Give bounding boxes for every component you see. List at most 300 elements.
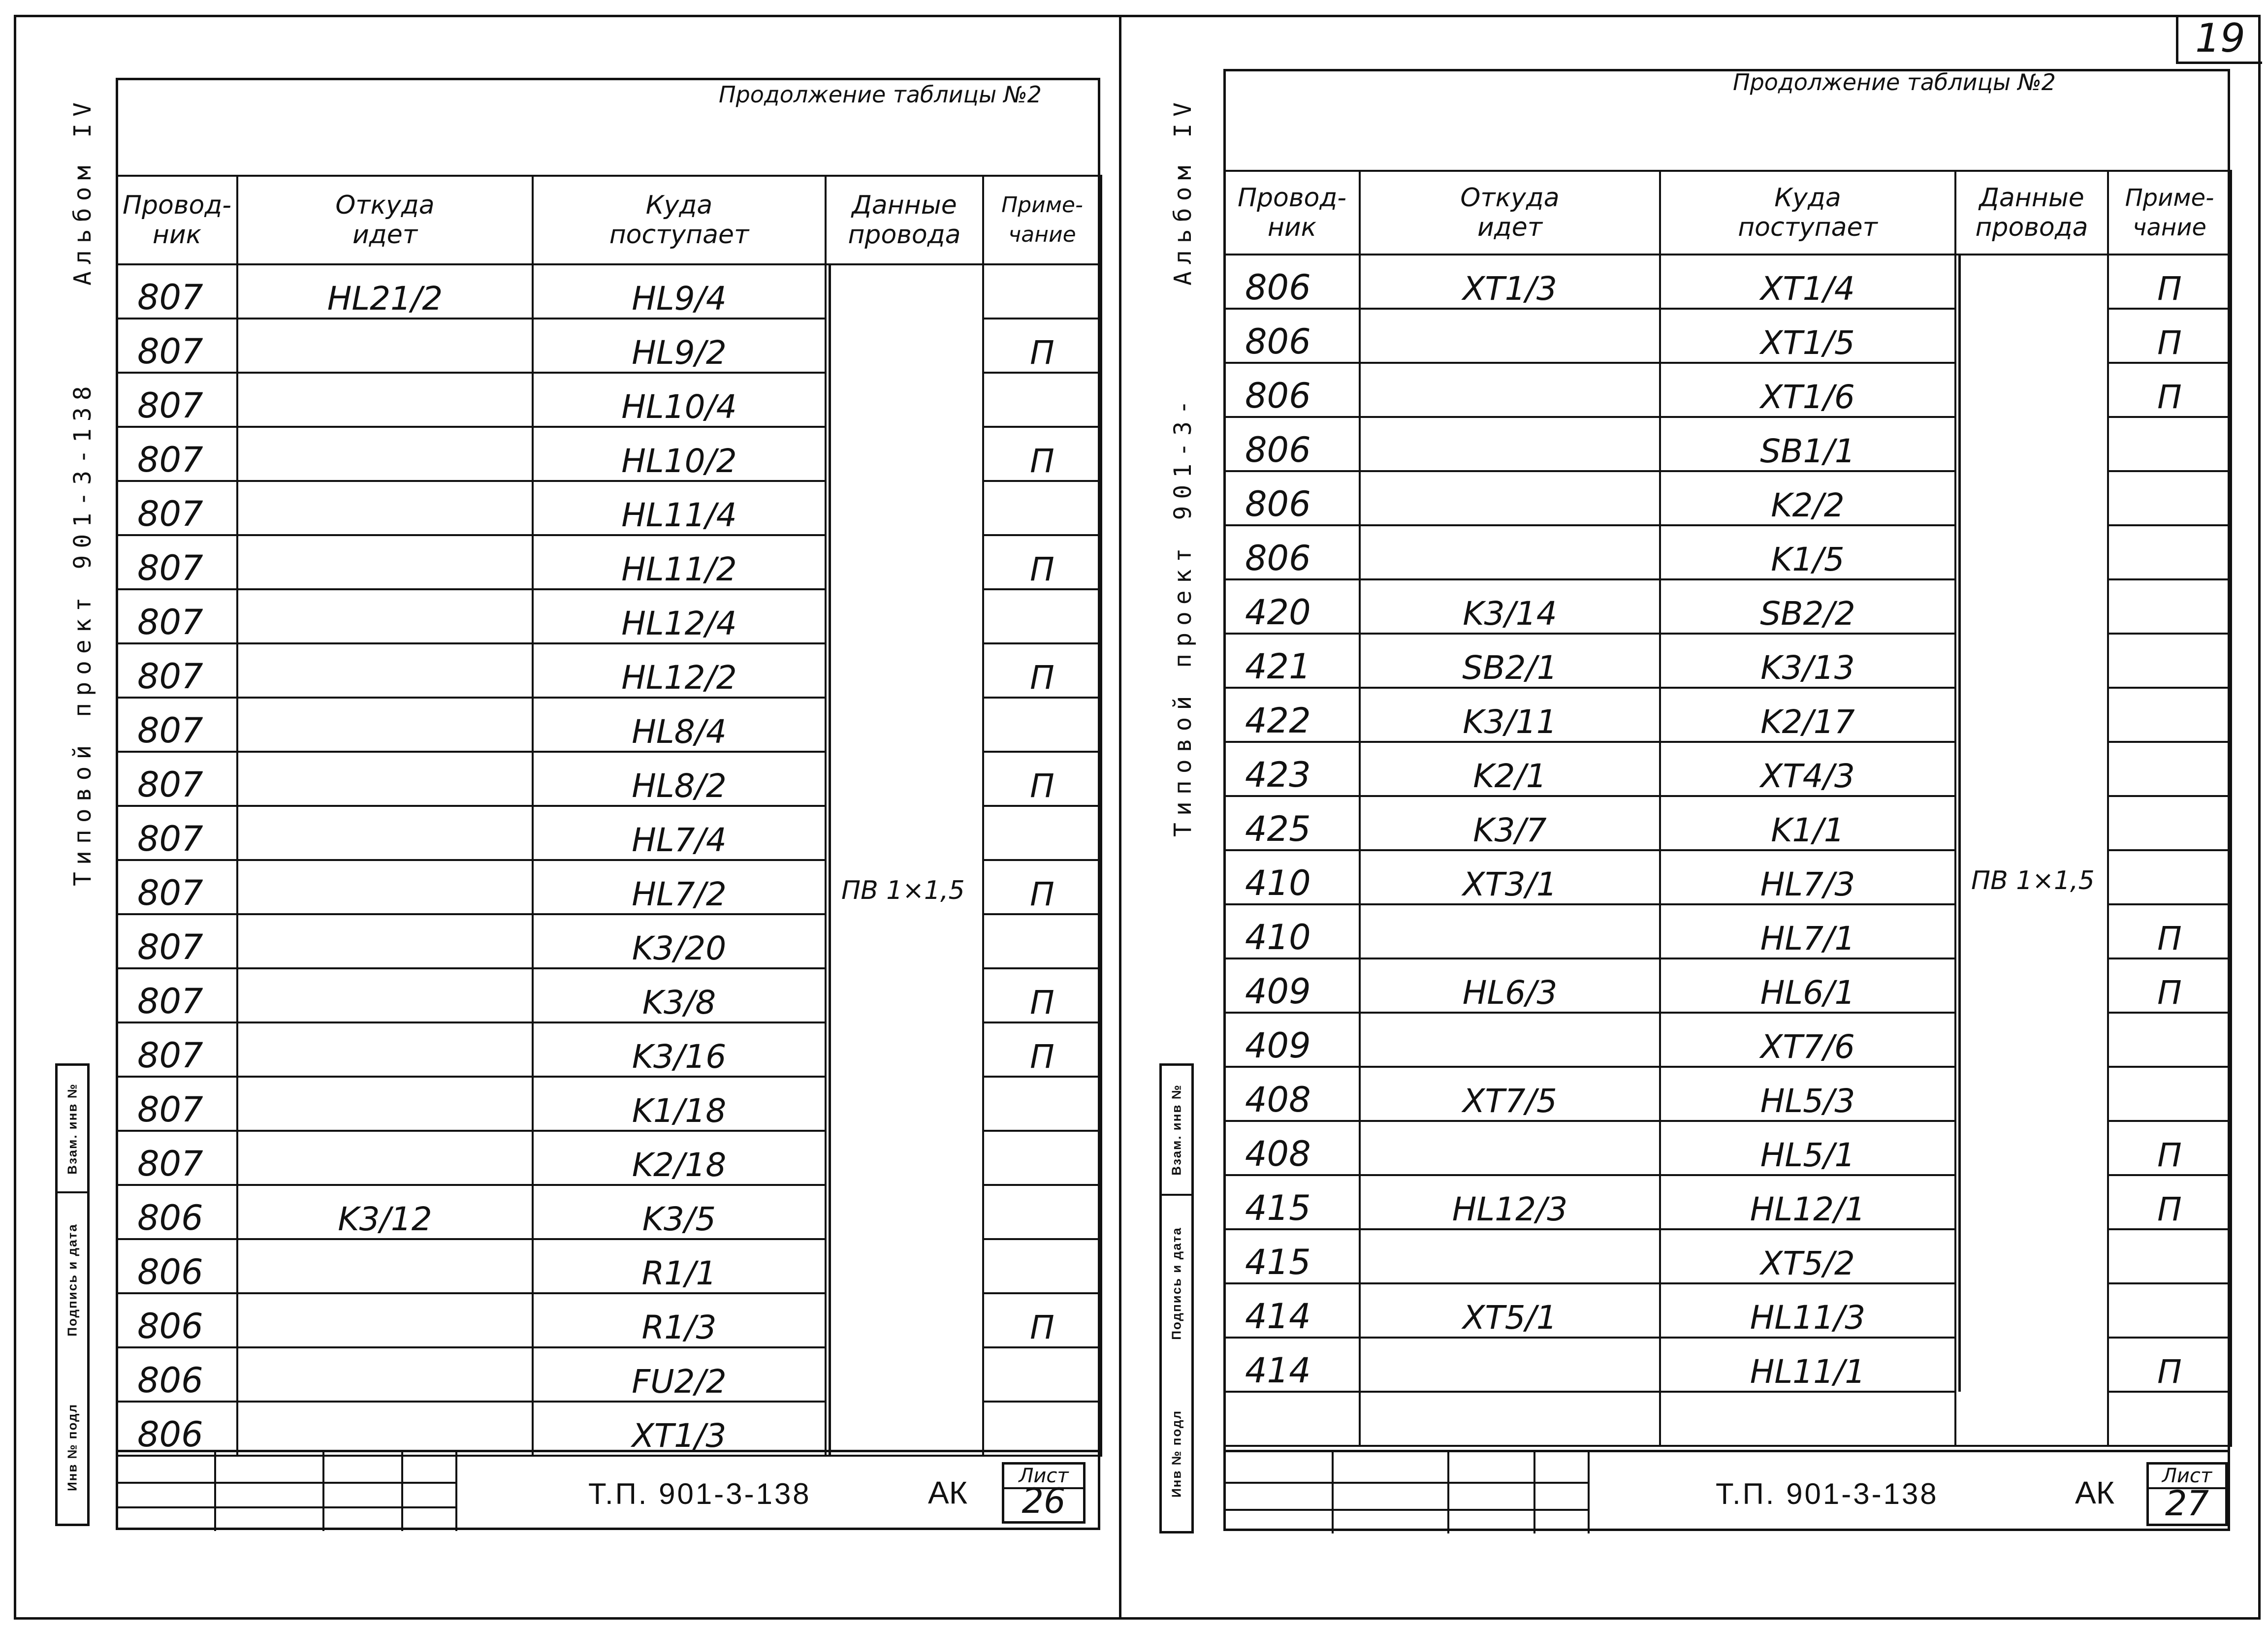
cell-data xyxy=(826,698,983,752)
wire-data-label: ПВ 1×1,5 xyxy=(841,876,965,905)
cell-wire: 806 xyxy=(1224,363,1360,417)
project-label: Типовой проект 901-3-138 xyxy=(69,379,96,886)
cell-wire: 806 xyxy=(117,1293,237,1347)
cell-note: П xyxy=(2108,363,2231,417)
brace-line xyxy=(829,914,831,968)
cell-to: HL9/2 xyxy=(533,319,826,373)
cell-from: XT7/5 xyxy=(1360,1067,1660,1121)
cell-from: K2/1 xyxy=(1360,742,1660,796)
cell-wire xyxy=(1224,1392,1360,1446)
album-label: Альбом IV xyxy=(69,95,96,286)
cell-to: K3/16 xyxy=(533,1022,826,1077)
cell-to: K3/8 xyxy=(533,968,826,1022)
brace-line xyxy=(1958,417,1961,471)
brace-line xyxy=(829,643,831,698)
cell-note: П xyxy=(983,860,1101,914)
cell-to: HL11/2 xyxy=(533,535,826,589)
cell-from xyxy=(1360,1338,1660,1392)
cell-wire: 807 xyxy=(117,752,237,806)
cell-to: K3/20 xyxy=(533,914,826,968)
brace-line xyxy=(1958,1338,1961,1392)
cell-wire: 414 xyxy=(1224,1283,1360,1338)
cell-to xyxy=(1660,1392,1955,1446)
title-block-mark: АК xyxy=(2075,1475,2114,1510)
cell-note xyxy=(983,1077,1101,1131)
cell-from xyxy=(237,698,533,752)
brace-line xyxy=(829,1185,831,1239)
table-row xyxy=(1224,1121,2231,1175)
cell-to: XT1/3 xyxy=(533,1402,826,1456)
cell-to: XT5/2 xyxy=(1660,1229,1955,1283)
brace-line xyxy=(1958,1229,1961,1283)
table-row xyxy=(1224,850,2231,904)
cell-wire: 409 xyxy=(1224,1013,1360,1067)
header-wire: Провод- ник xyxy=(1224,171,1360,255)
cell-from xyxy=(1360,1392,1660,1446)
cell-wire: 420 xyxy=(1224,579,1360,634)
table-row xyxy=(117,860,1101,914)
cell-data xyxy=(826,643,983,698)
table-row xyxy=(1224,1392,2231,1446)
cell-note: П xyxy=(983,752,1101,806)
brace-line xyxy=(829,535,831,589)
cell-from xyxy=(237,914,533,968)
cell-data xyxy=(1955,579,2108,634)
cell-wire: 807 xyxy=(117,1131,237,1185)
brace-line xyxy=(1958,1013,1961,1067)
cell-from xyxy=(237,1131,533,1185)
table-row xyxy=(1224,1229,2231,1283)
cell-from xyxy=(237,806,533,860)
cell-data xyxy=(826,1347,983,1402)
cell-wire: 408 xyxy=(1224,1067,1360,1121)
brace-line xyxy=(1958,579,1961,634)
cell-to: HL11/1 xyxy=(1660,1338,1955,1392)
cell-from: XT1/3 xyxy=(1360,255,1660,309)
cell-from: XT3/1 xyxy=(1360,850,1660,904)
project-label: Типовой проект 901-3- xyxy=(1169,393,1197,837)
cell-to: SB1/1 xyxy=(1660,417,1955,471)
cell-wire: 806 xyxy=(1224,309,1360,363)
cell-data xyxy=(1955,958,2108,1013)
cell-data xyxy=(826,264,983,319)
brace-line xyxy=(829,1402,831,1455)
cell-wire: 806 xyxy=(117,1347,237,1402)
cell-data xyxy=(1955,525,2108,579)
brace-line xyxy=(1958,471,1961,525)
cell-from xyxy=(237,1077,533,1131)
page-number: 19 xyxy=(2176,15,2262,64)
cell-to: HL7/3 xyxy=(1660,850,1955,904)
sheet-number: 27 xyxy=(2165,1483,2209,1524)
cell-note xyxy=(983,1402,1101,1456)
table-row xyxy=(117,319,1101,373)
cell-to: XT1/5 xyxy=(1660,309,1955,363)
brace-line xyxy=(1958,255,1961,309)
cell-from xyxy=(1360,525,1660,579)
brace-line xyxy=(829,319,831,373)
cell-data xyxy=(1955,309,2108,363)
cell-note xyxy=(2108,850,2231,904)
cell-note xyxy=(2108,1229,2231,1283)
cell-to: HL11/4 xyxy=(533,481,826,535)
table-row xyxy=(1224,958,2231,1013)
cell-note xyxy=(2108,742,2231,796)
cell-from: HL21/2 xyxy=(237,264,533,319)
brace-line xyxy=(829,481,831,535)
stamp-cell-sign: Подпись и дата xyxy=(1162,1194,1191,1371)
header-from: Откуда идет xyxy=(237,176,533,264)
cell-data xyxy=(1955,363,2108,417)
cell-wire: 415 xyxy=(1224,1229,1360,1283)
cell-to: HL10/2 xyxy=(533,427,826,481)
table-row xyxy=(117,535,1101,589)
cell-from xyxy=(237,373,533,427)
cell-note xyxy=(983,1347,1101,1402)
header-to: Куда поступает xyxy=(1660,171,1955,255)
cell-to: XT1/6 xyxy=(1660,363,1955,417)
cell-to: XT7/6 xyxy=(1660,1013,1955,1067)
cell-note xyxy=(2108,796,2231,850)
table-row xyxy=(117,1347,1101,1402)
cell-from xyxy=(237,319,533,373)
table-row xyxy=(117,1022,1101,1077)
brace-line xyxy=(1958,1121,1961,1175)
cell-from: K3/7 xyxy=(1360,796,1660,850)
stamp-cell-sign: Подпись и дата xyxy=(58,1191,87,1366)
brace-line xyxy=(1958,742,1961,796)
cell-note: П xyxy=(2108,958,2231,1013)
album-label: Альбом IV xyxy=(1169,95,1197,286)
cell-wire: 409 xyxy=(1224,958,1360,1013)
cell-data xyxy=(1955,688,2108,742)
stamp-cell-replace: Взам. инв № xyxy=(64,1083,80,1175)
brace-line xyxy=(829,589,831,643)
table-body xyxy=(117,264,1101,1456)
cell-wire: 807 xyxy=(117,535,237,589)
cell-data xyxy=(826,968,983,1022)
cell-wire: 807 xyxy=(117,589,237,643)
cell-note: П xyxy=(983,1022,1101,1077)
table-row xyxy=(1224,688,2231,742)
header-data: Данные провода xyxy=(826,176,983,264)
header-note: Приме- чание xyxy=(983,176,1101,264)
cell-data xyxy=(826,1022,983,1077)
brace-line xyxy=(829,1347,831,1402)
cell-note: П xyxy=(2108,255,2231,309)
table-row xyxy=(117,968,1101,1022)
cell-wire: 806 xyxy=(117,1402,237,1456)
brace-line xyxy=(1958,1067,1961,1121)
cell-note: П xyxy=(983,535,1101,589)
cell-note: П xyxy=(983,1293,1101,1347)
cell-wire: 410 xyxy=(1224,850,1360,904)
cell-note xyxy=(2108,471,2231,525)
brace-line xyxy=(829,1077,831,1131)
table-row xyxy=(117,589,1101,643)
cell-data xyxy=(1955,1392,2108,1446)
sheet-label: Лист xyxy=(1004,1465,1083,1489)
cell-wire: 807 xyxy=(117,1077,237,1131)
cell-data xyxy=(1955,1338,2108,1392)
table-row xyxy=(117,1293,1101,1347)
cell-wire: 422 xyxy=(1224,688,1360,742)
cell-to: HL6/1 xyxy=(1660,958,1955,1013)
brace-line xyxy=(829,752,831,806)
table-row xyxy=(1224,525,2231,579)
cell-note: П xyxy=(983,643,1101,698)
cell-note: П xyxy=(2108,1121,2231,1175)
cell-wire: 410 xyxy=(1224,904,1360,958)
cell-wire: 807 xyxy=(117,1022,237,1077)
cell-note xyxy=(2108,579,2231,634)
cell-note: П xyxy=(983,968,1101,1022)
table-row xyxy=(117,1131,1101,1185)
cell-note: П xyxy=(983,427,1101,481)
brace-line xyxy=(1958,958,1961,1013)
cell-note: П xyxy=(2108,1175,2231,1229)
cell-data xyxy=(1955,796,2108,850)
cell-wire: 807 xyxy=(117,914,237,968)
table-row xyxy=(1224,417,2231,471)
cell-wire: 806 xyxy=(117,1239,237,1293)
cell-from xyxy=(1360,1121,1660,1175)
cell-from xyxy=(237,1022,533,1077)
cell-data xyxy=(826,373,983,427)
wire-data-label: ПВ 1×1,5 xyxy=(1971,866,2095,895)
brace-line xyxy=(829,265,831,319)
cell-note: П xyxy=(2108,904,2231,958)
brace-line xyxy=(829,1022,831,1077)
cell-data xyxy=(1955,1067,2108,1121)
cell-note xyxy=(2108,1392,2231,1446)
brace-line xyxy=(829,860,831,914)
table-row xyxy=(1224,1283,2231,1338)
cell-note xyxy=(983,481,1101,535)
cell-note xyxy=(983,1131,1101,1185)
cell-to: XT4/3 xyxy=(1660,742,1955,796)
cell-data xyxy=(826,319,983,373)
cell-note: П xyxy=(983,319,1101,373)
cell-note: П xyxy=(2108,309,2231,363)
cell-wire: 423 xyxy=(1224,742,1360,796)
cell-from: HL12/3 xyxy=(1360,1175,1660,1229)
cell-to: K3/13 xyxy=(1660,634,1955,688)
cell-to: HL7/4 xyxy=(533,806,826,860)
cell-wire: 807 xyxy=(117,373,237,427)
cell-data xyxy=(826,589,983,643)
brace-line xyxy=(1958,796,1961,850)
cell-from xyxy=(1360,904,1660,958)
cell-data xyxy=(826,1131,983,1185)
cell-data xyxy=(826,1185,983,1239)
stamp-cell-inv: Инв № подл xyxy=(64,1403,80,1492)
cell-data xyxy=(1955,417,2108,471)
cell-data xyxy=(1955,1121,2108,1175)
cell-note xyxy=(2108,688,2231,742)
cell-note xyxy=(983,1239,1101,1293)
cell-to: HL10/4 xyxy=(533,373,826,427)
table-row xyxy=(1224,1067,2231,1121)
cell-from xyxy=(1360,417,1660,471)
cell-wire: 806 xyxy=(1224,255,1360,309)
cell-to: K1/1 xyxy=(1660,796,1955,850)
cell-to: K2/17 xyxy=(1660,688,1955,742)
cell-from: SB2/1 xyxy=(1360,634,1660,688)
cell-from: K3/14 xyxy=(1360,579,1660,634)
cell-from xyxy=(237,1402,533,1456)
table-row xyxy=(1224,904,2231,958)
brace-line xyxy=(1958,634,1961,688)
cell-to: K1/18 xyxy=(533,1077,826,1131)
table-row xyxy=(1224,1175,2231,1229)
title-block xyxy=(1223,1450,2230,1533)
cell-data xyxy=(826,427,983,481)
cell-wire: 414 xyxy=(1224,1338,1360,1392)
cell-note xyxy=(983,373,1101,427)
cell-to: HL12/1 xyxy=(1660,1175,1955,1229)
table-row xyxy=(1224,796,2231,850)
table-header-row xyxy=(1224,171,2231,255)
cell-to: HL8/4 xyxy=(533,698,826,752)
table-row xyxy=(117,373,1101,427)
cell-to: K1/5 xyxy=(1660,525,1955,579)
cell-wire: 807 xyxy=(117,698,237,752)
cell-note xyxy=(983,698,1101,752)
brace-line xyxy=(829,1293,831,1347)
brace-line xyxy=(829,698,831,752)
header-data: Данные провода xyxy=(1955,171,2108,255)
cell-from xyxy=(237,481,533,535)
title-block xyxy=(116,1450,1100,1531)
stamp-cell-replace: Взам. инв № xyxy=(1169,1084,1184,1176)
table-row xyxy=(117,914,1101,968)
table-row xyxy=(117,1239,1101,1293)
cell-to: R1/1 xyxy=(533,1239,826,1293)
table-row xyxy=(117,698,1101,752)
brace-line xyxy=(829,1131,831,1185)
header-note: Приме- чание xyxy=(2108,171,2231,255)
cell-data xyxy=(1955,1283,2108,1338)
title-block-code: Т.П. 901-3-138 xyxy=(1716,1477,1939,1510)
cell-wire: 807 xyxy=(117,427,237,481)
cell-to: HL9/4 xyxy=(533,264,826,319)
brace-line xyxy=(1958,363,1961,417)
cell-from xyxy=(237,968,533,1022)
cell-note: П xyxy=(2108,1338,2231,1392)
header-from: Откуда идет xyxy=(1360,171,1660,255)
brace-line xyxy=(829,373,831,427)
cell-data xyxy=(1955,634,2108,688)
cell-to: HL5/3 xyxy=(1660,1067,1955,1121)
table-row xyxy=(117,643,1101,698)
cell-wire: 806 xyxy=(1224,471,1360,525)
cell-from xyxy=(237,427,533,481)
cell-data xyxy=(826,860,983,914)
cell-to: FU2/2 xyxy=(533,1347,826,1402)
sheet-number-box xyxy=(1002,1462,1086,1524)
cell-from xyxy=(1360,1013,1660,1067)
cell-to: K2/18 xyxy=(533,1131,826,1185)
cell-to: HL5/1 xyxy=(1660,1121,1955,1175)
table-caption: Продолжение таблицы №2 xyxy=(719,81,1042,108)
cell-wire: 806 xyxy=(1224,525,1360,579)
cell-data xyxy=(826,914,983,968)
table-row xyxy=(117,806,1101,860)
cell-data xyxy=(826,1239,983,1293)
cell-from xyxy=(237,752,533,806)
cell-from xyxy=(1360,471,1660,525)
brace-line xyxy=(1958,1175,1961,1229)
cell-data xyxy=(826,535,983,589)
table-row xyxy=(1224,363,2231,417)
brace-line xyxy=(1958,1283,1961,1338)
cell-data xyxy=(826,1402,983,1456)
cell-wire: 807 xyxy=(117,643,237,698)
cell-from xyxy=(237,1239,533,1293)
brace-line xyxy=(1958,688,1961,742)
cell-note xyxy=(983,589,1101,643)
table-body xyxy=(1224,255,2231,1446)
table-row xyxy=(1224,255,2231,309)
cell-data xyxy=(1955,255,2108,309)
cell-from xyxy=(237,1293,533,1347)
brace-line xyxy=(829,806,831,860)
wire-table xyxy=(1223,170,2232,1447)
cell-to: HL8/2 xyxy=(533,752,826,806)
cell-data xyxy=(1955,742,2108,796)
table-row xyxy=(1224,742,2231,796)
wire-table xyxy=(116,175,1102,1457)
cell-from xyxy=(1360,1229,1660,1283)
table-caption: Продолжение таблицы №2 xyxy=(1733,69,2056,96)
cell-wire: 807 xyxy=(117,968,237,1022)
cell-from xyxy=(237,1347,533,1402)
cell-data xyxy=(1955,904,2108,958)
cell-wire: 421 xyxy=(1224,634,1360,688)
cell-note xyxy=(2108,1013,2231,1067)
sheet-number-box xyxy=(2146,1462,2228,1526)
header-to: Куда поступает xyxy=(533,176,826,264)
cell-wire: 807 xyxy=(117,860,237,914)
brace-line xyxy=(829,1239,831,1293)
cell-from xyxy=(237,535,533,589)
table-row xyxy=(1224,634,2231,688)
approval-stamp xyxy=(1159,1063,1194,1533)
cell-wire: 807 xyxy=(117,319,237,373)
cell-from: XT5/1 xyxy=(1360,1283,1660,1338)
cell-data xyxy=(1955,1175,2108,1229)
cell-note xyxy=(983,806,1101,860)
cell-wire: 408 xyxy=(1224,1121,1360,1175)
cell-data xyxy=(1955,1229,2108,1283)
cell-note xyxy=(2108,417,2231,471)
cell-data xyxy=(826,806,983,860)
cell-wire: 807 xyxy=(117,264,237,319)
cell-to: HL11/3 xyxy=(1660,1283,1955,1338)
stamp-cell-inv: Инв № подл xyxy=(1169,1409,1184,1498)
brace-line xyxy=(829,427,831,481)
cell-data xyxy=(1955,850,2108,904)
cell-from: K3/11 xyxy=(1360,688,1660,742)
sheet-label: Лист xyxy=(2149,1465,2225,1489)
cell-wire: 806 xyxy=(117,1185,237,1239)
cell-data xyxy=(826,752,983,806)
cell-to: K3/5 xyxy=(533,1185,826,1239)
table-row xyxy=(117,481,1101,535)
table-row xyxy=(1224,1013,2231,1067)
cell-wire: 807 xyxy=(117,806,237,860)
